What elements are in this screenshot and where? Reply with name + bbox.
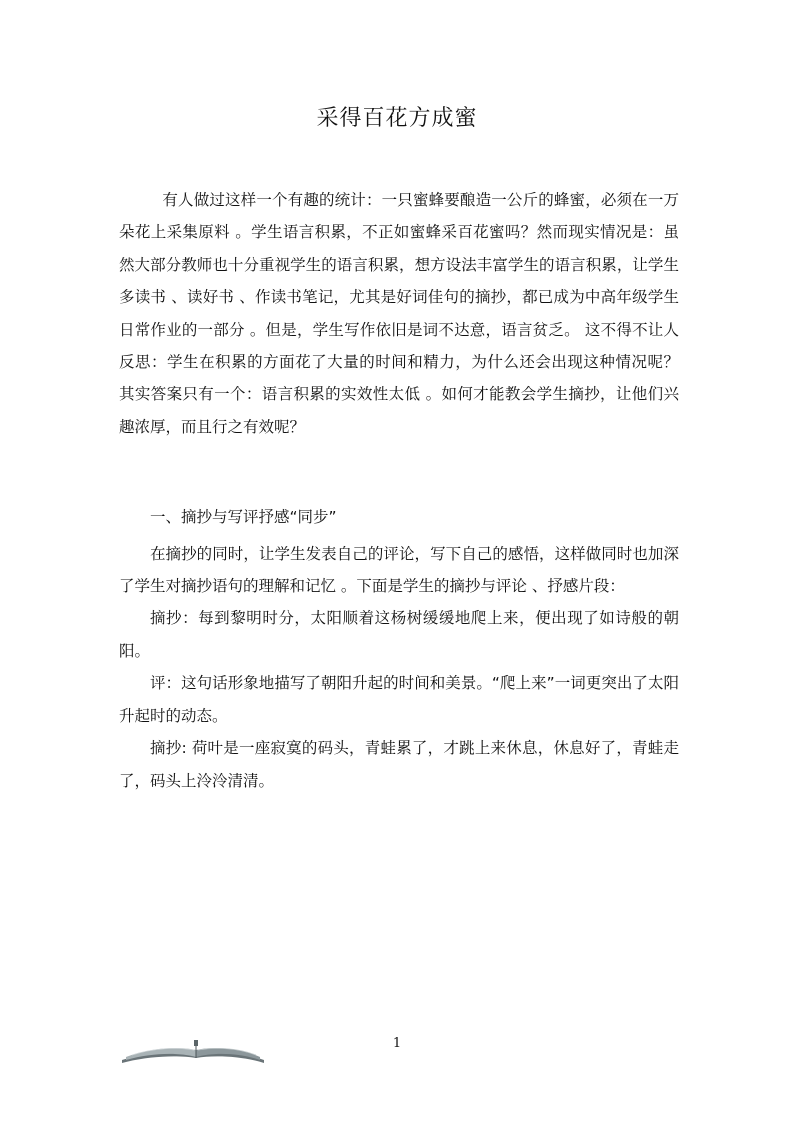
intro-paragraph: 有人做过这样一个有趣的统计：一只蜜蜂要酿造一公斤的蜂蜜，必须在一万朵花上采集原料 。学生语言积累，不正如蜜蜂采百花蜜吗？然而现实情况是：虽然大部分教师也十分重视学生的语言积累，想方设法丰富学生的语言积累，让学生多读书 、读好书 、作读书笔记，尤其是好词佳句的摘抄，都已成为中高年级学生日常作业的一部分 。但是，学生写作依旧是词不达意，语言贫乏。 这不得不让人反思：学生在积累的方面花了大量的时间和精力，为什么还会出现这种情况呢？ 其实答案只有一个：语言积累的实效性太低 。如何才能教会学生摘抄，让他们兴趣浓厚，而且行之有效呢？ [119,191,679,436]
document-title: 采得百花方成蜜 [316,106,478,131]
document-body [119,184,679,797]
section-heading: 一、摘抄与写评抒感“同步” [150,508,337,527]
excerpt-paragraph: 摘抄：每到黎明时分，太阳顺着这杨树缓缓地爬上来，便出现了如诗般的朝阳。 [119,609,679,660]
page-footer [0,1030,794,1070]
excerpt-paragraph: 摘抄: 荷叶是一座寂寞的码头，青蛙累了，才跳上来休息，休息好了，青蛙走了，码头上泠泠清清。 [119,739,679,790]
section-paragraph: 在摘抄的同时，让学生发表自己的评论，写下自己的感悟，这样做同时也加深了学生对摘抄语句的理解和记忆 。下面是学生的摘抄与评论 、抒感片段： [119,544,679,596]
page-number: 1 [392,1036,402,1051]
comment-paragraph: 评：这句话形象地描写了朝阳升起的时间和美景。“爬上来”一词更突出了太阳升起时的动态。 [119,674,679,725]
